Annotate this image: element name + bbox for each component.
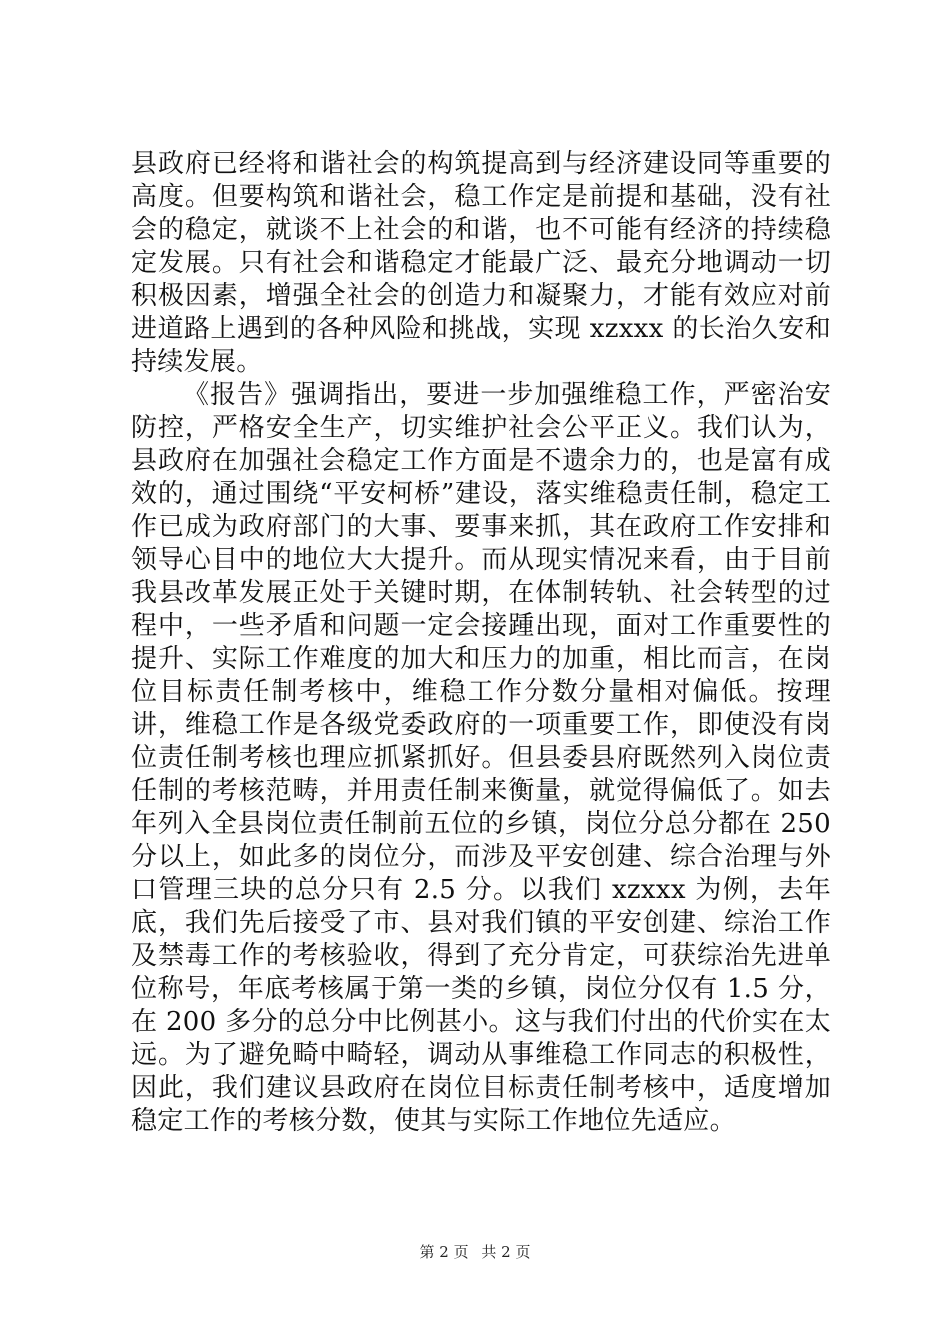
body-paragraph-1: 县政府已经将和谐社会的构筑提高到与经济建设同等重要的高度。但要构筑和谐社会，稳工作定是前提和基础，没有社会的稳定，就谈不上社会的和谐，也不可能有经济的持续稳定发展。只有社会和谐稳定才能最广泛、最充分地调动一切积极因素，增强全社会的创造力和凝聚力，才能有效应对前进道路上遇到的各种风险和挑战，实现 xzxxx 的长治久安和持续发展。 xyxy=(131,149,831,377)
body-paragraph-2: 《报告》强调指出，要进一步加强维稳工作，严密治安防控，严格安全生产，切实维护社会公平正义。我们认为，县政府在加强社会稳定工作方面是不遗余力的，也是富有成效的，通过围绕“平安柯桥”建设，落实维稳责任制，稳定工作已成为政府部门的大事、要事来抓，其在政府工作安排和领导心目中的地位大大提升。而从现实情况来看，由于目前我县改革发展正处于关键时期，在体制转轨、社会转型的过程中，一些矛盾和问题一定会接踵出现，面对工作重要性的提升、实际工作难度的加大和压力的加重，相比而言，在岗位目标责任制考核中，维稳工作分数分量相对偏低。按理讲，维稳工作是各级党委政府的一项重要工作，即使没有岗位责任制考核也理应抓紧抓好。但县委县府既然列入岗位责任制的考核范畴，并用责任制来衡量，就觉得偏低了。如去年列入全县岗位责任制前五位的乡镇，岗位分总分都在 250 分以上，如此多的岗位分，而涉及平安创建、综合治理与外口管理三块的总分只有 2.5 分。以我们 xzxxx 为例，去年底，我们先后接受了市、县对我们镇的平安创建、综治工作及禁毒工作的考核验收，得到了充分肯定，可获综治先进单位称号，年底考核属于第一类的乡镇，岗位分仅有 1.5 分，在 200 多分的总分中比例甚小。这与我们付出的代价实在太远。为了避免畸中畸轻，调动从事维稳工作同志的积极性，因此，我们建议县政府在岗位目标责任制考核中，适度增加稳定工作的考核分数，使其与实际工作地位先适应。 xyxy=(131,380,831,1136)
document-body xyxy=(131,148,831,1138)
page-number-total: 共 2 页 xyxy=(481,1243,531,1261)
page-number-current: 第 2 页 xyxy=(419,1243,469,1261)
page-footer xyxy=(0,1242,950,1262)
